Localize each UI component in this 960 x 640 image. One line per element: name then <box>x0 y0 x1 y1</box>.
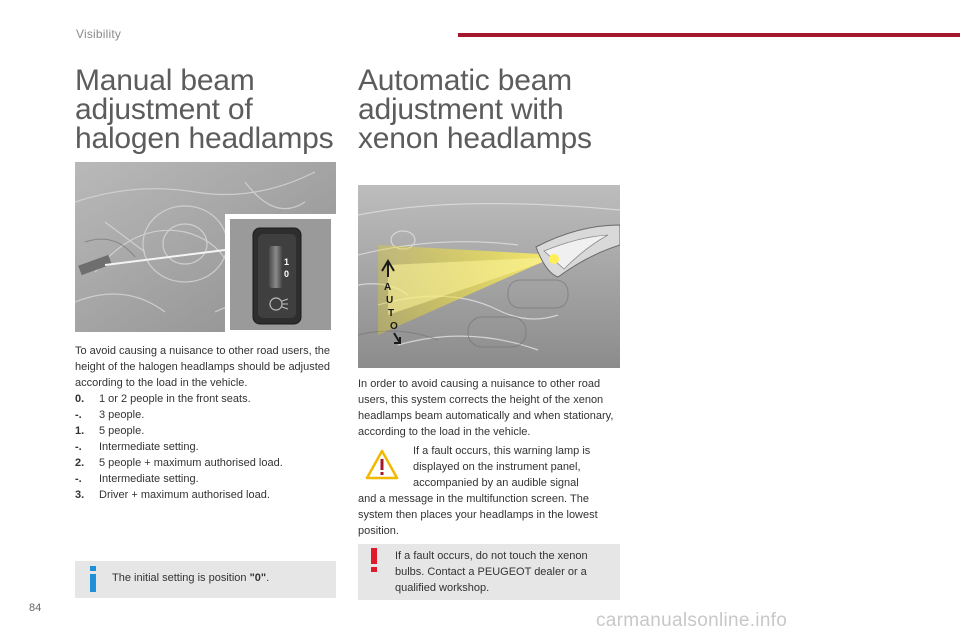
step-text: Intermediate setting. <box>99 473 199 485</box>
info-note <box>75 561 336 598</box>
right-title-line: xenon headlamps <box>358 122 592 155</box>
left-title <box>75 66 333 153</box>
load-setting-item <box>75 391 333 407</box>
step-text: Intermediate setting. <box>99 441 199 453</box>
info-note-text <box>112 570 269 586</box>
note-prefix: The initial setting is position <box>112 572 250 584</box>
fault-text <box>358 443 620 539</box>
auto-letter: A <box>384 282 392 293</box>
step-key: 0. <box>75 393 85 405</box>
load-setting-item <box>75 455 333 471</box>
watermark: carmanualsonline.info <box>596 610 788 631</box>
right-title-line: adjustment with <box>358 93 564 126</box>
dashboard-illustration <box>75 162 336 332</box>
fault-continued-text: and a message in the multifunction screen. The system then places your headlamps in the lowest position. <box>358 493 598 537</box>
left-title-line: adjustment of <box>75 93 253 126</box>
left-intro: To avoid causing a nuisance to other road users, the height of the halogen headlamps should be adjusted according to the load in the vehicle. <box>75 345 331 389</box>
right-body-text: In order to avoid causing a nuisance to other road users, this system corrects the height of the xenon headlamps beam automatically and when stationary, according to the load in the vehicle. <box>358 378 614 438</box>
dashboard-control-photo <box>75 162 336 332</box>
auto-letter: T <box>388 308 395 319</box>
header-accent-bar <box>458 33 960 37</box>
left-body-text <box>75 343 333 503</box>
step-text: 3 people. <box>99 409 145 421</box>
auto-letter: U <box>386 295 394 306</box>
step-key: 1. <box>75 425 85 437</box>
load-setting-item <box>75 439 333 455</box>
load-setting-item <box>75 407 333 423</box>
step-key: -. <box>75 441 82 453</box>
headlamp-beam-photo <box>358 185 620 368</box>
step-key: 3. <box>75 489 85 501</box>
fault-indented-text: If a fault occurs, this warning lamp is displayed on the instrument panel, accompanied by an audible signal <box>413 445 591 489</box>
warning-note-text: If a fault occurs, do not touch the xenon bulbs. Contact a PEUGEOT dealer or a qualified workshop. <box>395 550 588 594</box>
auto-letter: O <box>390 321 398 332</box>
left-title-line: halogen headlamps <box>75 122 334 155</box>
right-title <box>358 66 592 153</box>
load-setting-item <box>75 423 333 439</box>
step-text: Driver + maximum authorised load. <box>99 489 270 501</box>
note-value: "0" <box>249 572 267 584</box>
dial-label: 1 <box>284 257 290 267</box>
step-key: -. <box>75 473 82 485</box>
step-text: 1 or 2 people in the front seats. <box>99 393 251 405</box>
step-key: 2. <box>75 457 85 469</box>
load-setting-item <box>75 471 333 487</box>
load-setting-item <box>75 487 333 503</box>
dial-label: 0 <box>284 269 290 279</box>
right-title-line: Automatic beam <box>358 64 572 97</box>
note-suffix: . <box>266 572 270 584</box>
step-text: 5 people. <box>99 425 145 437</box>
section-label: Visibility <box>76 27 122 41</box>
exclamation-icon <box>369 548 379 572</box>
page-number: 84 <box>29 602 42 614</box>
info-icon <box>88 566 98 592</box>
warning-note <box>358 544 620 600</box>
left-title-line: Manual beam <box>75 64 255 97</box>
step-key: -. <box>75 409 82 421</box>
step-text: 5 people + maximum authorised load. <box>99 457 283 469</box>
headlamp-illustration <box>358 185 620 368</box>
